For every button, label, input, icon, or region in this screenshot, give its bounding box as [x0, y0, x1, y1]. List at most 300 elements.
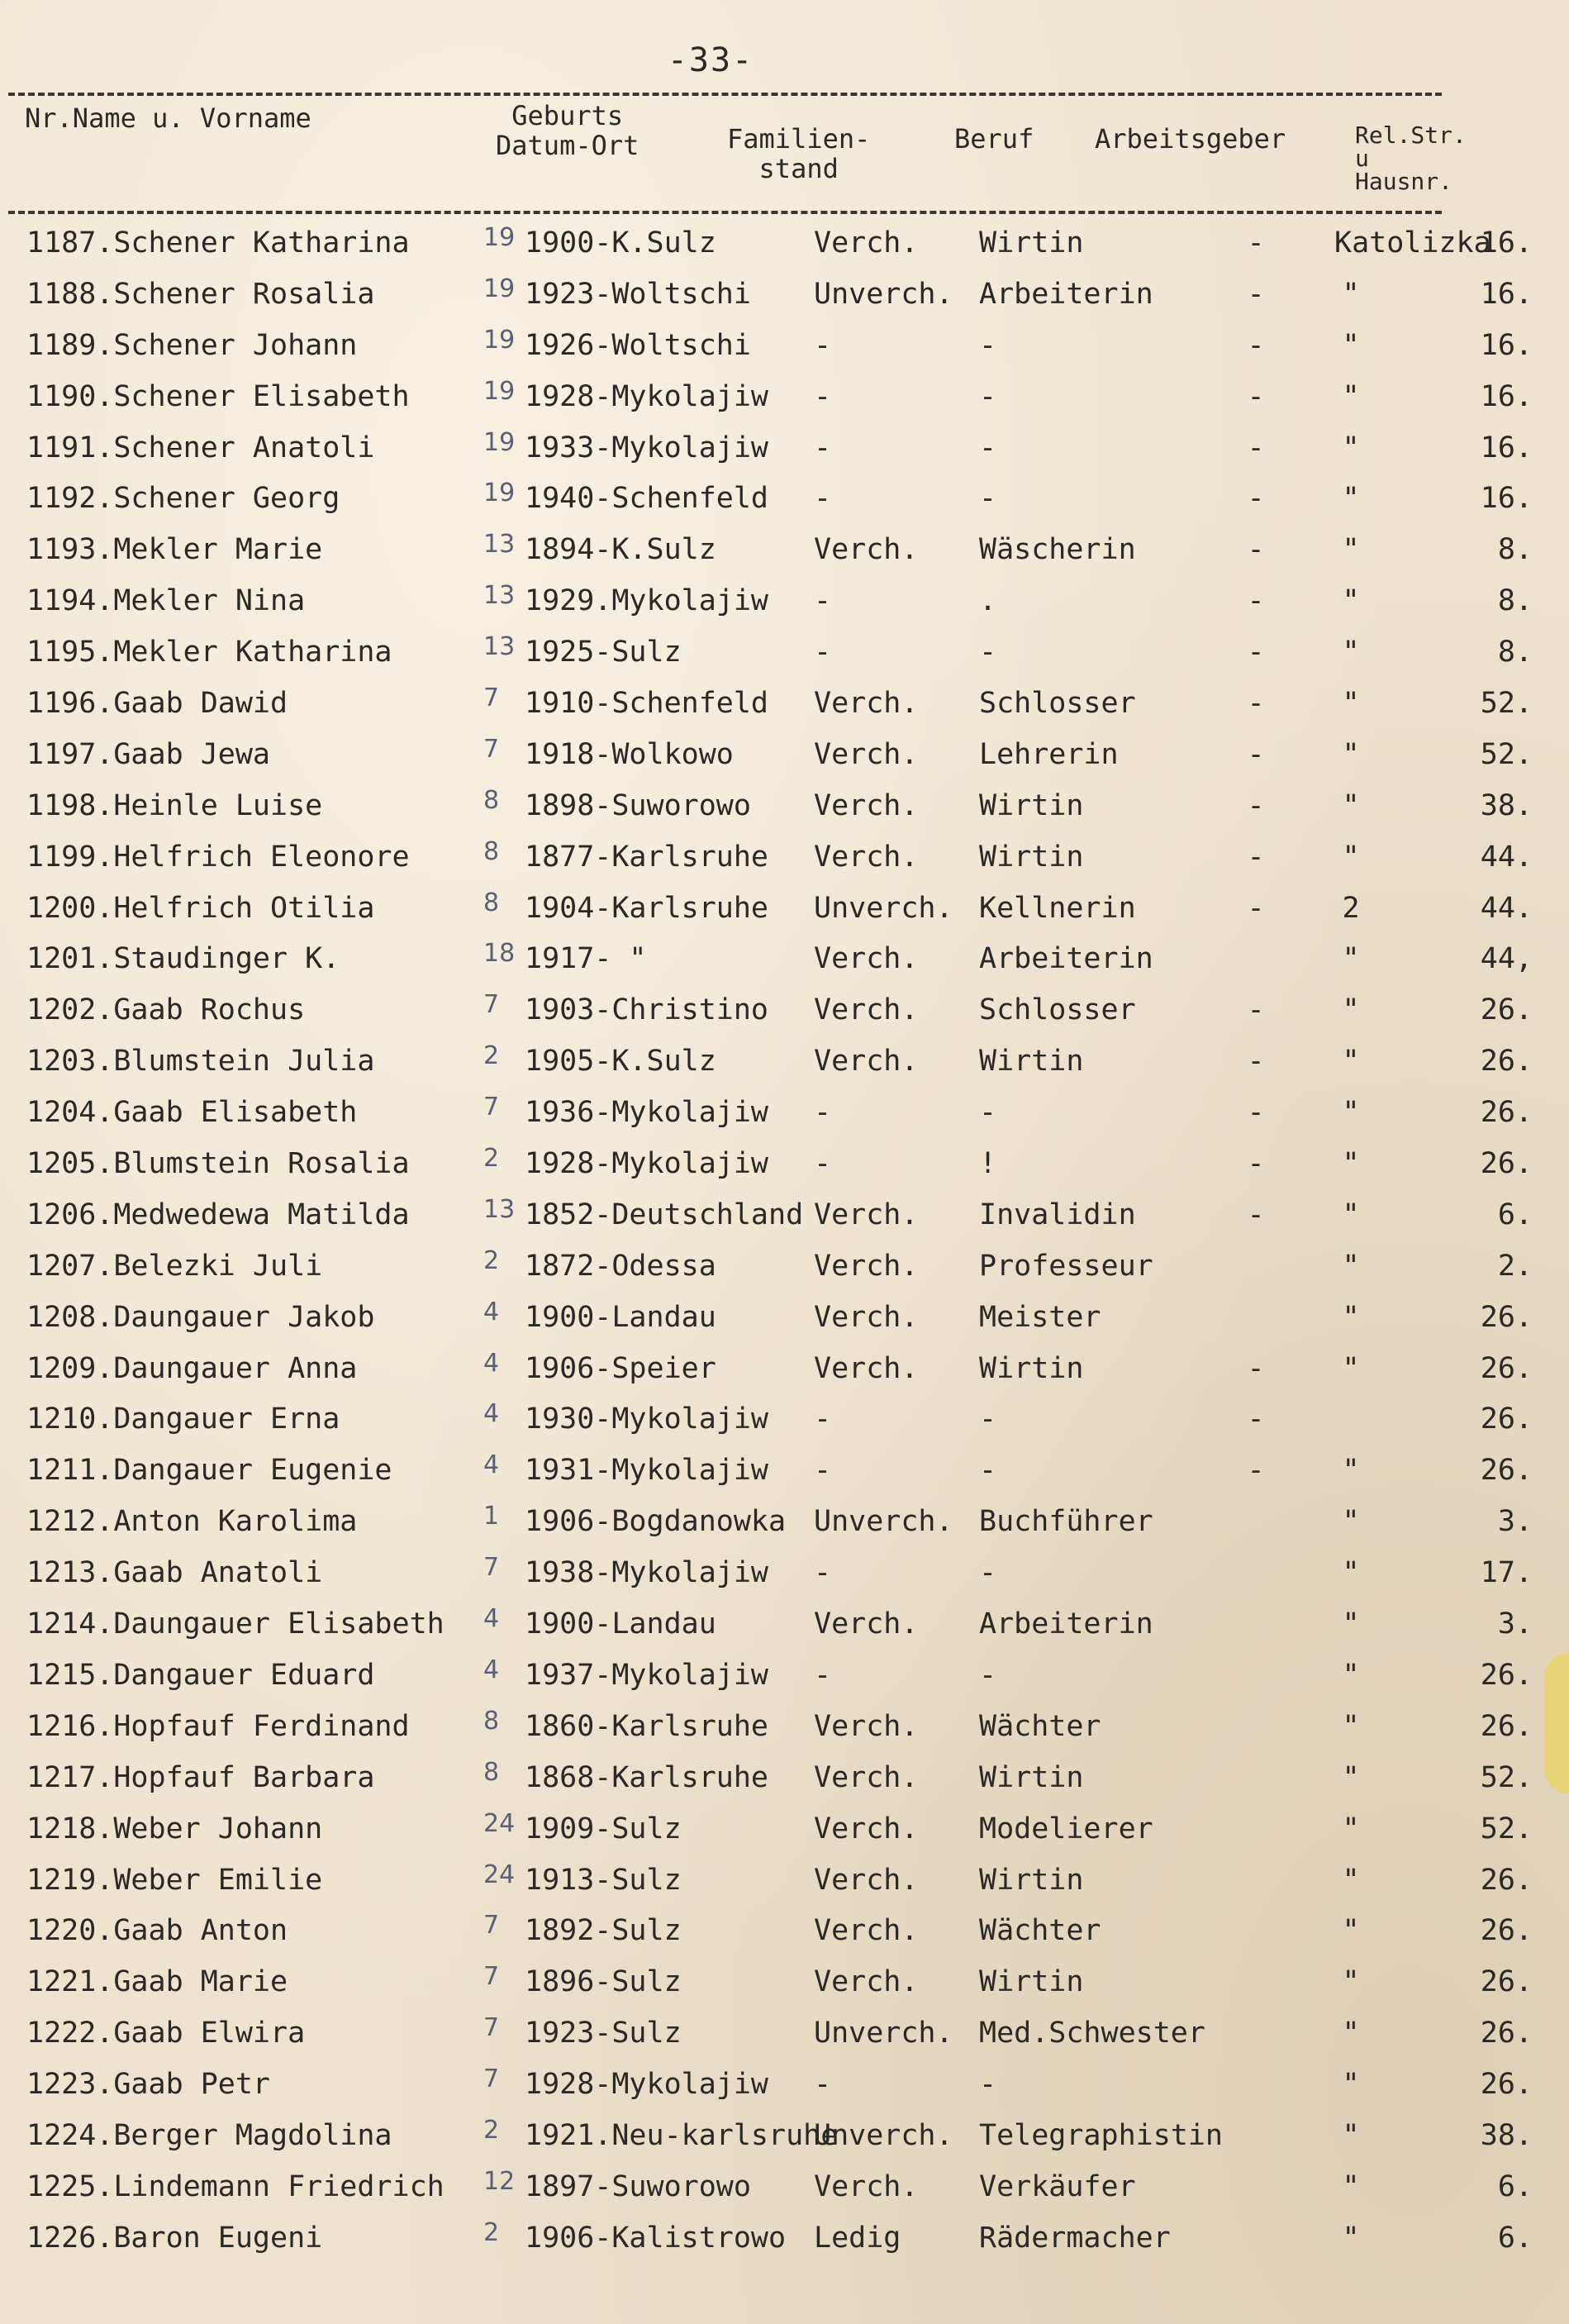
person-name: 1219.Weber Emilie — [26, 1863, 323, 1897]
table-row — [0, 1803, 1569, 1854]
handwritten-mark: 4 — [483, 1348, 500, 1378]
table-row — [0, 677, 1569, 728]
house-number: 26. — [1480, 1147, 1533, 1181]
birth-date-place: 1868-Karlsruhe — [525, 1760, 769, 1794]
table-row — [0, 370, 1569, 421]
handwritten-mark: 4 — [483, 1399, 500, 1429]
house-number: 26. — [1480, 1300, 1533, 1334]
family-status: Verch. — [814, 1965, 919, 1999]
person-name: 1201.Staudinger K. — [26, 942, 340, 976]
occupation: Professeur — [979, 1249, 1153, 1283]
person-name: 1189.Schener Johann — [26, 328, 358, 362]
house-number: 52. — [1480, 687, 1533, 721]
table-row — [0, 574, 1569, 626]
family-status: - — [814, 379, 832, 413]
family-status: - — [814, 1556, 832, 1590]
family-status: Verch. — [814, 737, 919, 771]
house-number: 17. — [1480, 1556, 1533, 1590]
religion: " — [1342, 1351, 1360, 1385]
religion: " — [1342, 1300, 1360, 1334]
employer: - — [1247, 1147, 1265, 1181]
family-status: Verch. — [814, 226, 919, 260]
family-status: - — [814, 1147, 832, 1181]
occupation: Invalidin — [979, 1198, 1136, 1231]
table-row — [0, 1495, 1569, 1546]
house-number: 16. — [1480, 482, 1533, 516]
handwritten-mark: 4 — [483, 1604, 500, 1634]
table-row — [0, 1188, 1569, 1240]
occupation: Modelierer — [979, 1812, 1153, 1845]
table-row — [0, 1035, 1569, 1086]
house-number: 44, — [1480, 942, 1533, 976]
religion: 2 — [1342, 891, 1360, 925]
handwritten-mark: 24 — [483, 1808, 516, 1838]
occupation: Rädermacher — [979, 2221, 1171, 2255]
house-number: 26. — [1480, 1709, 1533, 1743]
handwritten-mark: 8 — [483, 1706, 500, 1736]
family-status: Verch. — [814, 1300, 919, 1334]
religion: " — [1342, 687, 1360, 721]
birth-date-place: 1898-Suworowo — [525, 788, 751, 822]
birth-date-place: 1897-Suworowo — [525, 2169, 751, 2203]
occupation: Wirtin — [979, 1760, 1084, 1794]
person-name: 1224.Berger Magdolina — [26, 2118, 392, 2152]
table-row — [0, 1751, 1569, 1803]
birth-date-place: 1929.Mykolajiw — [525, 584, 769, 618]
house-number: 26. — [1480, 1351, 1533, 1385]
occupation: - — [979, 1096, 997, 1130]
birth-date-place: 1940-Schenfeld — [525, 482, 769, 516]
person-name: 1196.Gaab Dawid — [26, 687, 288, 721]
house-number: 16. — [1480, 379, 1533, 413]
handwritten-mark: 19 — [483, 376, 516, 406]
occupation: - — [979, 1402, 997, 1436]
employer: - — [1247, 1351, 1265, 1385]
person-name: 1194.Mekler Nina — [26, 584, 306, 618]
religion: " — [1342, 1760, 1360, 1794]
house-number: 26. — [1480, 1402, 1533, 1436]
family-status: - — [814, 482, 832, 516]
occupation: - — [979, 1454, 997, 1488]
occupation: Wirtin — [979, 1351, 1084, 1385]
occupation: - — [979, 1658, 997, 1692]
religion: " — [1342, 431, 1360, 464]
birth-date-place: 1921.Neu-karlsruhe — [525, 2118, 839, 2152]
handwritten-mark: 24 — [483, 1860, 516, 1889]
person-name: 1200.Helfrich Otilia — [26, 891, 375, 925]
occupation: - — [979, 431, 997, 464]
family-status: Verch. — [814, 1709, 919, 1743]
person-name: 1214.Daungauer Elisabeth — [26, 1607, 445, 1641]
table-row — [0, 779, 1569, 831]
house-number: 8. — [1497, 636, 1533, 669]
header-arbeitgeber: Arbeitsgeber — [1095, 123, 1286, 155]
handwritten-mark: 12 — [483, 2166, 516, 2196]
table-row — [0, 1854, 1569, 1905]
table-row — [0, 1598, 1569, 1649]
house-number: 26. — [1480, 1914, 1533, 1948]
handwritten-mark: 2 — [483, 1144, 500, 1174]
occupation: Wächter — [979, 1709, 1101, 1743]
occupation: Schlosser — [979, 687, 1136, 721]
table-row — [0, 1546, 1569, 1598]
birth-date-place: 1900-Landau — [525, 1300, 716, 1334]
religion: " — [1342, 1607, 1360, 1641]
header-rel-str: Rel.Str. u Hausnr. — [1355, 121, 1467, 195]
family-status: Verch. — [814, 788, 919, 822]
table-row — [0, 2160, 1569, 2212]
birth-date-place: 1905-K.Sulz — [525, 1045, 716, 1079]
employer: - — [1247, 584, 1265, 618]
occupation: Arbeiterin — [979, 1607, 1153, 1641]
occupation: - — [979, 379, 997, 413]
handwritten-mark: 7 — [483, 990, 500, 1020]
table-row — [0, 1700, 1569, 1751]
person-name: 1203.Blumstein Julia — [26, 1045, 375, 1079]
employer: - — [1247, 533, 1265, 567]
person-name: 1188.Schener Rosalia — [26, 277, 375, 311]
birth-date-place: 1903-Christino — [525, 993, 769, 1027]
house-number: 16. — [1480, 277, 1533, 311]
person-name: 1199.Helfrich Eleonore — [26, 840, 410, 874]
birth-date-place: 1930-Mykolajiw — [525, 1402, 769, 1436]
house-number: 26. — [1480, 2017, 1533, 2050]
person-name: 1216.Hopfauf Ferdinand — [26, 1709, 410, 1743]
person-name: 1220.Gaab Anton — [26, 1914, 288, 1948]
header-bottom-rule — [8, 211, 1442, 214]
handwritten-mark: 13 — [483, 581, 516, 611]
header-familienstand: Familien- stand — [727, 123, 871, 184]
employer: - — [1247, 226, 1265, 260]
occupation: Wirtin — [979, 226, 1084, 260]
person-name: 1209.Daungauer Anna — [26, 1351, 358, 1385]
occupation: Wirtin — [979, 1965, 1084, 1999]
handwritten-mark: 1 — [483, 1502, 500, 1531]
religion: " — [1342, 1454, 1360, 1488]
religion: " — [1342, 1914, 1360, 1948]
person-name: 1210.Dangauer Erna — [26, 1402, 340, 1436]
table-row — [0, 472, 1569, 523]
religion: " — [1342, 1505, 1360, 1539]
family-status: - — [814, 431, 832, 464]
birth-date-place: 1906-Speier — [525, 1351, 716, 1385]
family-status: - — [814, 2068, 832, 2102]
employer: - — [1247, 737, 1265, 771]
handwritten-mark: 8 — [483, 1757, 500, 1787]
handwritten-mark: 2 — [483, 2217, 500, 2247]
occupation: Wäscherin — [979, 533, 1136, 567]
house-number: 26. — [1480, 1454, 1533, 1488]
page-number: -33- — [667, 41, 754, 79]
house-number: 16. — [1480, 226, 1533, 260]
occupation: Arbeiterin — [979, 277, 1153, 311]
occupation: - — [979, 2068, 997, 2102]
person-name: 1205.Blumstein Rosalia — [26, 1147, 410, 1181]
table-row — [0, 1240, 1569, 1291]
birth-date-place: 1923-Sulz — [525, 2017, 682, 2050]
table-row — [0, 882, 1569, 933]
table-row — [0, 1342, 1569, 1393]
person-name: 1193.Mekler Marie — [26, 533, 323, 567]
house-number: 26. — [1480, 1863, 1533, 1897]
birth-date-place: 1877-Karlsruhe — [525, 840, 769, 874]
employer: - — [1247, 379, 1265, 413]
table-row — [0, 2007, 1569, 2058]
religion: " — [1342, 1198, 1360, 1231]
employer: - — [1247, 1096, 1265, 1130]
birth-date-place: 1933-Mykolajiw — [525, 431, 769, 464]
birth-date-place: 1860-Karlsruhe — [525, 1709, 769, 1743]
religion: " — [1342, 2221, 1360, 2255]
family-status: - — [814, 1096, 832, 1130]
birth-date-place: 1913-Sulz — [525, 1863, 682, 1897]
house-number: 6. — [1497, 2169, 1533, 2203]
handwritten-mark: 7 — [483, 1962, 500, 1992]
employer: - — [1247, 328, 1265, 362]
house-number: 26. — [1480, 1658, 1533, 1692]
person-name: 1212.Anton Karolima — [26, 1505, 358, 1539]
table-row — [0, 2212, 1569, 2263]
header-beruf: Beruf — [954, 123, 1034, 155]
house-number: 26. — [1480, 1045, 1533, 1079]
birth-date-place: 1906-Kalistrowo — [525, 2221, 787, 2255]
handwritten-mark: 7 — [483, 1093, 500, 1122]
employer: - — [1247, 840, 1265, 874]
family-status: - — [814, 584, 832, 618]
table-row — [0, 831, 1569, 882]
person-name: 1208.Daungauer Jakob — [26, 1300, 375, 1334]
paper-stain — [1544, 1653, 1569, 1793]
house-number: 26. — [1480, 1096, 1533, 1130]
handwritten-mark: 4 — [483, 1297, 500, 1326]
occupation: . — [979, 584, 997, 618]
occupation: - — [979, 328, 997, 362]
table-row — [0, 523, 1569, 574]
employer: - — [1247, 636, 1265, 669]
employer: - — [1247, 788, 1265, 822]
table-row — [0, 1904, 1569, 1955]
house-number: 26. — [1480, 1965, 1533, 1999]
table-row — [0, 268, 1569, 319]
person-name: 1197.Gaab Jewa — [26, 737, 271, 771]
family-status: Verch. — [814, 942, 919, 976]
table-row — [0, 1649, 1569, 1700]
house-number: 52. — [1480, 1812, 1533, 1845]
religion: " — [1342, 1096, 1360, 1130]
occupation: ! — [979, 1147, 997, 1181]
birth-date-place: 1896-Sulz — [525, 1965, 682, 1999]
birth-date-place: 1894-K.Sulz — [525, 533, 716, 567]
person-name: 1204.Gaab Elisabeth — [26, 1096, 358, 1130]
occupation: Wirtin — [979, 840, 1084, 874]
family-status: Verch. — [814, 533, 919, 567]
table-row — [0, 626, 1569, 677]
table-row — [0, 2058, 1569, 2109]
header-nr-name: Nr.Name u. Vorname — [25, 102, 311, 134]
occupation: Med.Schwester — [979, 2017, 1205, 2050]
birth-date-place: 1937-Mykolajiw — [525, 1658, 769, 1692]
occupation: Verkäufer — [979, 2169, 1136, 2203]
house-number: 44. — [1480, 891, 1533, 925]
table-row — [0, 728, 1569, 779]
table-row — [0, 1444, 1569, 1495]
person-name: 1195.Mekler Katharina — [26, 636, 392, 669]
employer: - — [1247, 891, 1265, 925]
religion: " — [1342, 1249, 1360, 1283]
handwritten-mark: 18 — [483, 939, 516, 969]
birth-date-place: 1918-Wolkowo — [525, 737, 734, 771]
table-row — [0, 217, 1569, 268]
house-number: 52. — [1480, 1760, 1533, 1794]
house-number: 3. — [1497, 1607, 1533, 1641]
employer: - — [1247, 482, 1265, 516]
religion: " — [1342, 2118, 1360, 2152]
family-status: - — [814, 636, 832, 669]
family-status: Verch. — [814, 1863, 919, 1897]
family-status: Verch. — [814, 687, 919, 721]
birth-date-place: 1872-Odessa — [525, 1249, 716, 1283]
occupation: Wirtin — [979, 788, 1084, 822]
family-status: Verch. — [814, 1351, 919, 1385]
handwritten-mark: 7 — [483, 734, 500, 764]
religion: " — [1342, 2169, 1360, 2203]
religion: " — [1342, 379, 1360, 413]
handwritten-mark: 13 — [483, 1194, 516, 1224]
table-row — [0, 1291, 1569, 1342]
religion: " — [1342, 328, 1360, 362]
birth-date-place: 1910-Schenfeld — [525, 687, 769, 721]
handwritten-mark: 19 — [483, 274, 516, 303]
religion: " — [1342, 636, 1360, 669]
birth-date-place: 1923-Woltschi — [525, 277, 751, 311]
family-status: Verch. — [814, 1198, 919, 1231]
person-name: 1187.Schener Katharina — [26, 226, 410, 260]
handwritten-mark: 8 — [483, 836, 500, 866]
religion: " — [1342, 2017, 1360, 2050]
table-row — [0, 1955, 1569, 2007]
religion: Katolizka — [1334, 226, 1491, 260]
religion: " — [1342, 533, 1360, 567]
handwritten-mark: 8 — [483, 785, 500, 815]
house-number: 6. — [1497, 2221, 1533, 2255]
house-number: 8. — [1497, 584, 1533, 618]
handwritten-mark: 13 — [483, 530, 516, 560]
religion: " — [1342, 1556, 1360, 1590]
family-status: Verch. — [814, 1249, 919, 1283]
religion: " — [1342, 584, 1360, 618]
occupation: Buchführer — [979, 1505, 1153, 1539]
person-name: 1202.Gaab Rochus — [26, 993, 306, 1027]
house-number: 3. — [1497, 1505, 1533, 1539]
house-number: 6. — [1497, 1198, 1533, 1231]
handwritten-mark: 7 — [483, 683, 500, 713]
table-row — [0, 983, 1569, 1035]
person-name: 1223.Gaab Petr — [26, 2068, 271, 2102]
occupation: Meister — [979, 1300, 1101, 1334]
religion: " — [1342, 482, 1360, 516]
handwritten-mark: 4 — [483, 1655, 500, 1684]
register-table — [0, 217, 1569, 2263]
family-status: Unverch. — [814, 2017, 953, 2050]
person-name: 1190.Schener Elisabeth — [26, 379, 410, 413]
handwritten-mark: 2 — [483, 1041, 500, 1071]
handwritten-mark: 19 — [483, 427, 516, 457]
handwritten-mark: 7 — [483, 2064, 500, 2094]
handwritten-mark: 19 — [483, 223, 516, 252]
person-name: 1211.Dangauer Eugenie — [26, 1454, 392, 1488]
handwritten-mark: 19 — [483, 479, 516, 508]
handwritten-mark: 7 — [483, 1911, 500, 1941]
birth-date-place: 1900-K.Sulz — [525, 226, 716, 260]
occupation: Kellnerin — [979, 891, 1136, 925]
employer: - — [1247, 431, 1265, 464]
religion: " — [1342, 1965, 1360, 1999]
family-status: - — [814, 1454, 832, 1488]
person-name: 1192.Schener Georg — [26, 482, 340, 516]
house-number: 16. — [1480, 431, 1533, 464]
birth-date-place: 1906-Bogdanowka — [525, 1505, 787, 1539]
family-status: Ledig — [814, 2221, 901, 2255]
table-row — [0, 2109, 1569, 2160]
handwritten-mark: 7 — [483, 1553, 500, 1583]
religion: " — [1342, 2068, 1360, 2102]
person-name: 1221.Gaab Marie — [26, 1965, 288, 1999]
birth-date-place: 1928-Mykolajiw — [525, 379, 769, 413]
family-status: - — [814, 328, 832, 362]
religion: " — [1342, 737, 1360, 771]
family-status: Verch. — [814, 1812, 919, 1845]
birth-date-place: 1928-Mykolajiw — [525, 2068, 769, 2102]
birth-date-place: 1852-Deutschland — [525, 1198, 804, 1231]
handwritten-mark: 7 — [483, 2013, 500, 2043]
religion: " — [1342, 1658, 1360, 1692]
handwritten-mark: 8 — [483, 888, 500, 917]
birth-date-place: 1938-Mykolajiw — [525, 1556, 769, 1590]
family-status: - — [814, 1658, 832, 1692]
header-geburts: Geburts Datum-Ort — [496, 100, 639, 161]
person-name: 1225.Lindemann Friedrich — [26, 2169, 445, 2203]
table-row — [0, 421, 1569, 473]
occupation: - — [979, 482, 997, 516]
religion: " — [1342, 1147, 1360, 1181]
house-number: 44. — [1480, 840, 1533, 874]
religion: " — [1342, 277, 1360, 311]
person-name: 1217.Hopfauf Barbara — [26, 1760, 375, 1794]
table-row — [0, 1086, 1569, 1137]
birth-date-place: 1931-Mykolajiw — [525, 1454, 769, 1488]
family-status: Verch. — [814, 1760, 919, 1794]
occupation: Schlosser — [979, 993, 1136, 1027]
family-status: Verch. — [814, 1045, 919, 1079]
employer: - — [1247, 993, 1265, 1027]
occupation: Wächter — [979, 1914, 1101, 1948]
family-status: Unverch. — [814, 277, 953, 311]
birth-date-place: 1917- " — [525, 942, 647, 976]
house-number: 38. — [1480, 2118, 1533, 2152]
employer: - — [1247, 687, 1265, 721]
table-row — [0, 932, 1569, 983]
family-status: Verch. — [814, 2169, 919, 2203]
person-name: 1222.Gaab Elwira — [26, 2017, 306, 2050]
occupation: Arbeiterin — [979, 942, 1153, 976]
family-status: Verch. — [814, 840, 919, 874]
employer: - — [1247, 277, 1265, 311]
family-status: Verch. — [814, 1607, 919, 1641]
person-name: 1226.Baron Eugeni — [26, 2221, 323, 2255]
birth-date-place: 1928-Mykolajiw — [525, 1147, 769, 1181]
house-number: 26. — [1480, 993, 1533, 1027]
house-number: 26. — [1480, 2068, 1533, 2102]
